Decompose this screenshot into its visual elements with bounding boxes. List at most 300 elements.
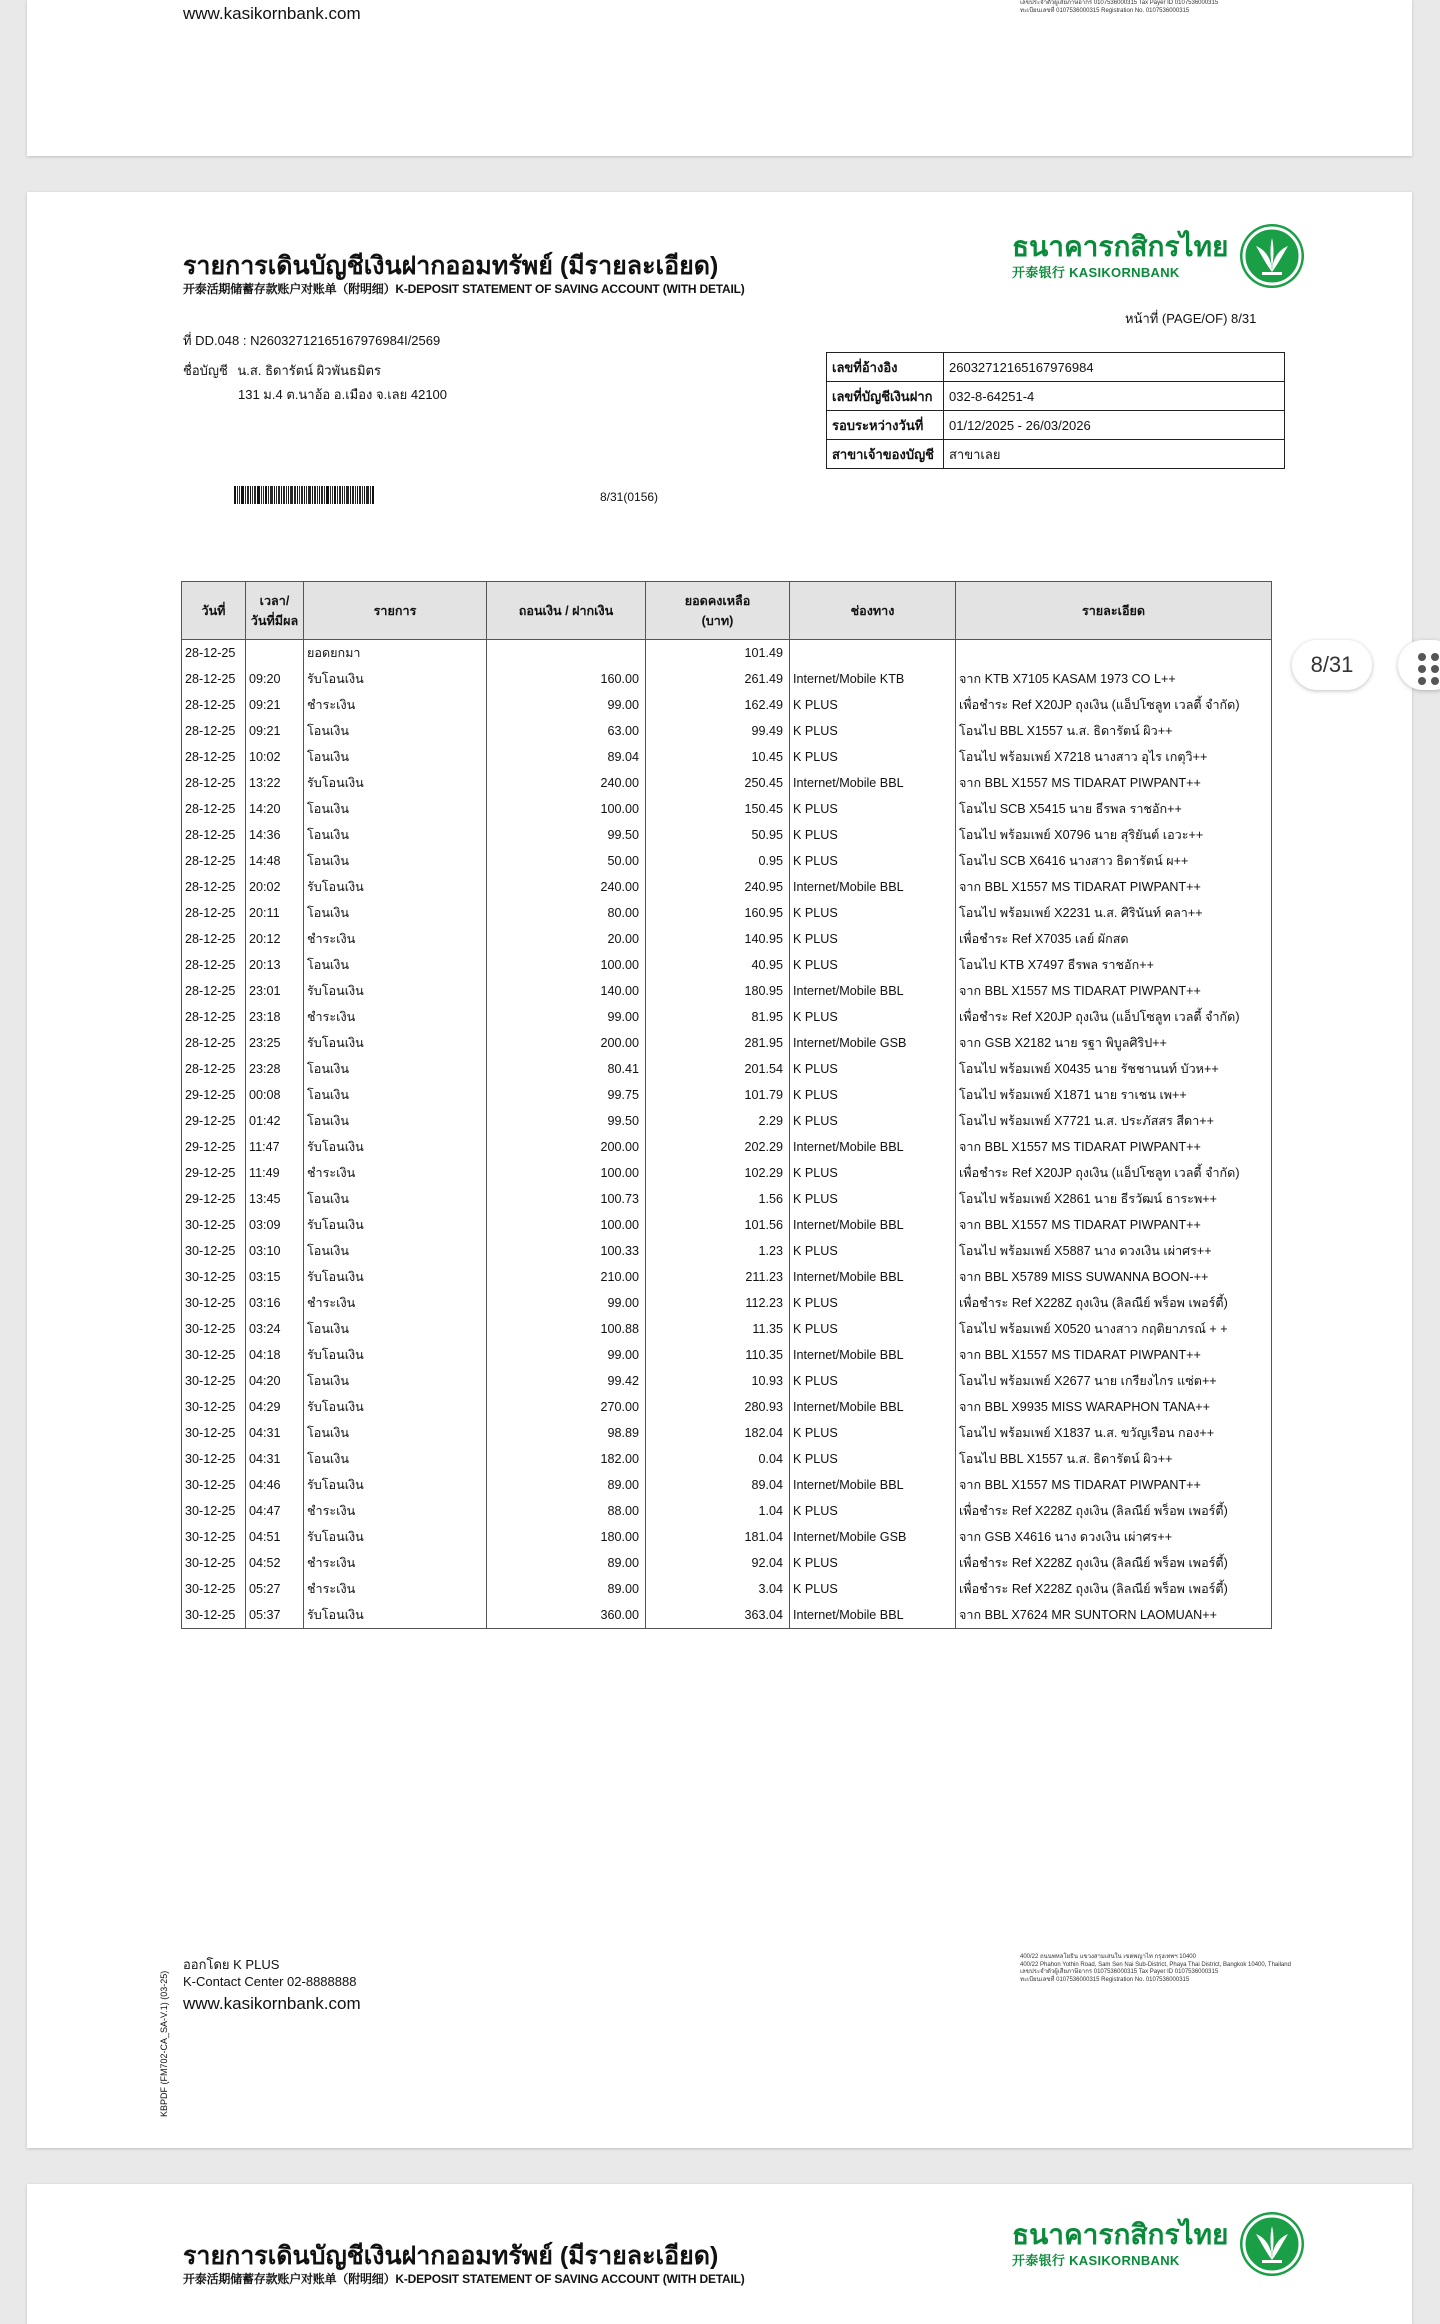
cell-detail: จาก BBL X1557 MS TIDARAT PIWPANT++ xyxy=(956,1134,1272,1160)
cell-detail: โอนไป พร้อมเพย์ X2677 นาย เกรียงไกร แซ่ต++ xyxy=(956,1368,1272,1394)
cell-amount: 100.88 xyxy=(487,1316,646,1342)
cell-detail: โอนไป SCB X6416 นางสาว ธิดารัตน์ ผ++ xyxy=(956,848,1272,874)
header-balance: ยอดคงเหลือ (บาท) xyxy=(646,582,790,640)
table-row xyxy=(182,1160,1272,1186)
cell-date: 30-12-25 xyxy=(182,1368,246,1394)
cell-amount: 99.00 xyxy=(487,1004,646,1030)
contact-center: K-Contact Center 02-8888888 xyxy=(183,1974,357,1989)
cell-channel: K PLUS xyxy=(790,1186,956,1212)
cell-balance: 363.04 xyxy=(646,1602,790,1629)
cell-time: 03:09 xyxy=(246,1212,304,1238)
cell-time: 04:51 xyxy=(246,1524,304,1550)
cell-amount: 180.00 xyxy=(487,1524,646,1550)
cell-balance: 181.04 xyxy=(646,1524,790,1550)
cell-description: รับโอนเงิน xyxy=(304,1524,487,1550)
cell-channel: K PLUS xyxy=(790,1576,956,1602)
cell-channel: K PLUS xyxy=(790,1004,956,1030)
account-name-label: ชื่อบัญชี xyxy=(183,363,228,378)
cell-amount: 88.00 xyxy=(487,1498,646,1524)
cell-detail: เพื่อชำระ Ref X20JP ถุงเงิน (แอ็ปโซลูท เวลตี้ จำกัด) xyxy=(956,1160,1272,1186)
account-address: 131 ม.4 ต.นาอ้อ อ.เมือง จ.เลย 42100 xyxy=(238,387,448,402)
cell-date: 28-12-25 xyxy=(182,770,246,796)
table-row xyxy=(182,1446,1272,1472)
cell-time: 04:31 xyxy=(246,1446,304,1472)
cell-balance: 280.93 xyxy=(646,1394,790,1420)
cell-channel: K PLUS xyxy=(790,1550,956,1576)
cell-date: 28-12-25 xyxy=(182,692,246,718)
cell-amount: 89.00 xyxy=(487,1576,646,1602)
cell-time: 11:49 xyxy=(246,1160,304,1186)
table-row xyxy=(182,1498,1272,1524)
cell-detail: โอนไป พร้อมเพย์ X7218 นางสาว อุไร เกตุวิ++ xyxy=(956,744,1272,770)
cell-detail: เพื่อชำระ Ref X228Z ถุงเงิน (ลิลณีย์ พร็อพ เพอร์ตี้) xyxy=(956,1290,1272,1316)
cell-amount: 200.00 xyxy=(487,1134,646,1160)
cell-channel: Internet/Mobile BBL xyxy=(790,770,956,796)
table-row xyxy=(182,1056,1272,1082)
cell-amount: 99.42 xyxy=(487,1368,646,1394)
cell-date: 30-12-25 xyxy=(182,1446,246,1472)
website-link: www.kasikornbank.com xyxy=(183,1994,361,2013)
table-row xyxy=(182,1576,1272,1602)
cell-amount: 99.00 xyxy=(487,1290,646,1316)
cell-date: 28-12-25 xyxy=(182,952,246,978)
cell-detail: เพื่อชำระ Ref X20JP ถุงเงิน (แอ็ปโซลูท เวลตี้ จำกัด) xyxy=(956,692,1272,718)
table-row xyxy=(182,1524,1272,1550)
cell-channel: K PLUS xyxy=(790,718,956,744)
cell-channel: K PLUS xyxy=(790,848,956,874)
cell-detail: โอนไป พร้อมเพย์ X1871 นาย ราเชน เพ++ xyxy=(956,1082,1272,1108)
cell-date: 30-12-25 xyxy=(182,1420,246,1446)
bank-name-english: 开泰银行 KASIKORNBANK xyxy=(1012,264,1180,280)
table-row xyxy=(182,1082,1272,1108)
cell-amount: 200.00 xyxy=(487,1030,646,1056)
account-name-row xyxy=(183,362,381,380)
cell-detail: โอนไป พร้อมเพย์ X5887 นาง ดวงเงิน เผ่าศร++ xyxy=(956,1238,1272,1264)
cell-description: โอนเงิน xyxy=(304,822,487,848)
cell-time: 03:10 xyxy=(246,1238,304,1264)
cell-date: 30-12-25 xyxy=(182,1576,246,1602)
table-row xyxy=(182,1420,1272,1446)
cell-date: 29-12-25 xyxy=(182,1134,246,1160)
cell-balance: 11.35 xyxy=(646,1316,790,1342)
cell-time: 05:37 xyxy=(246,1602,304,1629)
cell-description: โอนเงิน xyxy=(304,1316,487,1342)
cell-detail: โอนไป BBL X1557 น.ส. ธิดารัตน์ ผิว++ xyxy=(956,1446,1272,1472)
table-row xyxy=(182,926,1272,952)
cell-channel: Internet/Mobile GSB xyxy=(790,1524,956,1550)
cell-amount: 100.33 xyxy=(487,1238,646,1264)
table-row xyxy=(182,978,1272,1004)
cell-detail: จาก BBL X9935 MISS WARAPHON TANA++ xyxy=(956,1394,1272,1420)
table-row xyxy=(182,1602,1272,1629)
table-row xyxy=(182,1316,1272,1342)
cell-date: 30-12-25 xyxy=(182,1316,246,1342)
cell-detail: จาก GSB X2182 นาย รฐา พิบูลศิริป++ xyxy=(956,1030,1272,1056)
cell-balance: 112.23 xyxy=(646,1290,790,1316)
table-row xyxy=(182,692,1272,718)
cell-description: ยอดยกมา xyxy=(304,640,487,667)
cell-date: 30-12-25 xyxy=(182,1290,246,1316)
cell-date: 30-12-25 xyxy=(182,1524,246,1550)
cell-amount: 89.04 xyxy=(487,744,646,770)
cell-balance: 0.95 xyxy=(646,848,790,874)
table-row xyxy=(182,1264,1272,1290)
cell-detail: จาก BBL X1557 MS TIDARAT PIWPANT++ xyxy=(956,1472,1272,1498)
cell-detail: เพื่อชำระ Ref X20JP ถุงเงิน (แอ็ปโซลูท เวลตี้ จำกัด) xyxy=(956,1004,1272,1030)
info-row xyxy=(827,411,1285,440)
cell-channel: K PLUS xyxy=(790,1446,956,1472)
cell-detail: เพื่อชำระ Ref X228Z ถุงเงิน (ลิลณีย์ พร็อพ เพอร์ตี้) xyxy=(956,1498,1272,1524)
cell-balance: 240.95 xyxy=(646,874,790,900)
issued-by: ออกโดย K PLUS xyxy=(183,1957,280,1972)
cell-channel: Internet/Mobile BBL xyxy=(790,1342,956,1368)
cell-description: รับโอนเงิน xyxy=(304,1212,487,1238)
cell-detail: จาก BBL X1557 MS TIDARAT PIWPANT++ xyxy=(956,978,1272,1004)
cell-balance: 1.04 xyxy=(646,1498,790,1524)
cell-description: ชำระเงิน xyxy=(304,1290,487,1316)
cell-amount: 182.00 xyxy=(487,1446,646,1472)
cell-channel: Internet/Mobile KTB xyxy=(790,666,956,692)
header-description: รายการ xyxy=(304,582,487,640)
cell-amount: 100.00 xyxy=(487,952,646,978)
cell-balance: 81.95 xyxy=(646,1004,790,1030)
cell-channel: Internet/Mobile GSB xyxy=(790,1030,956,1056)
cell-balance: 102.29 xyxy=(646,1160,790,1186)
cell-description: โอนเงิน xyxy=(304,1186,487,1212)
cell-description: รับโอนเงิน xyxy=(304,1342,487,1368)
cell-amount: 100.00 xyxy=(487,796,646,822)
cell-time: 04:47 xyxy=(246,1498,304,1524)
cell-time: 20:12 xyxy=(246,926,304,952)
kbank-logo-icon xyxy=(1240,224,1304,288)
cell-balance: 1.56 xyxy=(646,1186,790,1212)
info-label: รอบระหว่างวันที่ xyxy=(827,411,944,440)
cell-balance: 101.79 xyxy=(646,1082,790,1108)
cell-time: 23:25 xyxy=(246,1030,304,1056)
info-value: 032-8-64251-4 xyxy=(944,382,1285,411)
cell-balance: 202.29 xyxy=(646,1134,790,1160)
bank-name-thai: ธนาคารกสิกรไทย xyxy=(1012,230,1229,262)
cell-detail: เพื่อชำระ Ref X228Z ถุงเงิน (ลิลณีย์ พร็อพ เพอร์ตี้) xyxy=(956,1576,1272,1602)
cell-description: รับโอนเงิน xyxy=(304,1394,487,1420)
cell-description: รับโอนเงิน xyxy=(304,1030,487,1056)
cell-detail: โอนไป SCB X5415 นาย ธีรพล ราชอัก++ xyxy=(956,796,1272,822)
cell-channel: K PLUS xyxy=(790,1316,956,1342)
cell-channel: K PLUS xyxy=(790,1498,956,1524)
table-row xyxy=(182,1472,1272,1498)
cell-time: 01:42 xyxy=(246,1108,304,1134)
cell-date: 28-12-25 xyxy=(182,1056,246,1082)
menu-button[interactable] xyxy=(1398,640,1440,690)
cell-time: 00:08 xyxy=(246,1082,304,1108)
cell-balance: 1.23 xyxy=(646,1238,790,1264)
header-amount: ถอนเงิน / ฝากเงิน xyxy=(487,582,646,640)
taxpayer-info: เลขประจำตัวผู้เสียภาษีอากร 0107536000315 Tax Payer ID 0107536000315 ทะเบียนเลขที่ 0107536000315 Registration No. 0107536000315 xyxy=(1020,0,1219,14)
cell-detail: จาก BBL X1557 MS TIDARAT PIWPANT++ xyxy=(956,770,1272,796)
cell-amount xyxy=(487,640,646,667)
previous-page xyxy=(27,0,1412,156)
cell-amount: 63.00 xyxy=(487,718,646,744)
cell-balance: 162.49 xyxy=(646,692,790,718)
kbank-logo-icon xyxy=(1240,2212,1304,2276)
cell-description: โอนเงิน xyxy=(304,744,487,770)
cell-detail: โอนไป BBL X1557 น.ส. ธิดารัตน์ ผิว++ xyxy=(956,718,1272,744)
cell-detail: โอนไป พร้อมเพย์ X1837 น.ส. ขวัญเรือน กอง++ xyxy=(956,1420,1272,1446)
cell-balance: 281.95 xyxy=(646,1030,790,1056)
table-row xyxy=(182,796,1272,822)
cell-description: ชำระเงิน xyxy=(304,1160,487,1186)
cell-description: โอนเงิน xyxy=(304,900,487,926)
cell-amount: 140.00 xyxy=(487,978,646,1004)
cell-time: 04:31 xyxy=(246,1420,304,1446)
cell-time: 09:21 xyxy=(246,718,304,744)
cell-balance: 0.04 xyxy=(646,1446,790,1472)
cell-date: 29-12-25 xyxy=(182,1186,246,1212)
cell-amount: 240.00 xyxy=(487,874,646,900)
table-row xyxy=(182,1368,1272,1394)
cell-time: 14:48 xyxy=(246,848,304,874)
table-row xyxy=(182,1186,1272,1212)
table-row xyxy=(182,640,1272,667)
cell-channel: K PLUS xyxy=(790,1238,956,1264)
cell-channel: K PLUS xyxy=(790,1290,956,1316)
info-row xyxy=(827,440,1285,469)
page-indicator[interactable]: 8/31 xyxy=(1292,640,1372,690)
bank-name-thai: ธนาคารกสิกรไทย xyxy=(1012,2218,1229,2250)
cell-description: ชำระเงิน xyxy=(304,1550,487,1576)
cell-description: โอนเงิน xyxy=(304,848,487,874)
cell-time: 04:18 xyxy=(246,1342,304,1368)
cell-channel: K PLUS xyxy=(790,822,956,848)
cell-time: 04:52 xyxy=(246,1550,304,1576)
cell-date: 28-12-25 xyxy=(182,822,246,848)
cell-channel: K PLUS xyxy=(790,900,956,926)
table-row xyxy=(182,744,1272,770)
cell-channel: Internet/Mobile BBL xyxy=(790,1602,956,1629)
info-value: สาขาเลย xyxy=(944,440,1285,469)
cell-channel: K PLUS xyxy=(790,744,956,770)
cell-date: 30-12-25 xyxy=(182,1212,246,1238)
cell-balance: 99.49 xyxy=(646,718,790,744)
cell-channel: Internet/Mobile BBL xyxy=(790,1134,956,1160)
cell-amount: 360.00 xyxy=(487,1602,646,1629)
cell-amount: 99.50 xyxy=(487,822,646,848)
table-row xyxy=(182,718,1272,744)
cell-amount: 50.00 xyxy=(487,848,646,874)
cell-detail: โอนไป พร้อมเพย์ X0435 นาย รัชชานนท์ บัวห++ xyxy=(956,1056,1272,1082)
cell-channel: K PLUS xyxy=(790,1160,956,1186)
cell-amount: 80.41 xyxy=(487,1056,646,1082)
cell-amount: 270.00 xyxy=(487,1394,646,1420)
account-name: น.ส. ธิดารัตน์ ผิวพันธมิตร xyxy=(237,363,381,378)
document-number: ที่ DD.048 : N26032712165167976984I/2569 xyxy=(183,333,441,348)
cell-detail: โอนไป KTB X7497 ธีรพล ราชอัก++ xyxy=(956,952,1272,978)
form-code: KBPDF (FM702-CA_SA-V.1) (03-25) xyxy=(159,1970,169,2117)
website-link: www.kasikornbank.com xyxy=(183,4,361,23)
cell-time: 11:47 xyxy=(246,1134,304,1160)
cell-time: 23:28 xyxy=(246,1056,304,1082)
info-value: 26032712165167976984 xyxy=(944,353,1285,382)
cell-date: 30-12-25 xyxy=(182,1264,246,1290)
table-row xyxy=(182,1108,1272,1134)
statement-title: รายการเดินบัญชีเงินฝากออมทรัพย์ (มีรายละเอียด) xyxy=(183,252,719,280)
cell-date: 28-12-25 xyxy=(182,796,246,822)
cell-description: รับโอนเงิน xyxy=(304,874,487,900)
cell-time: 13:22 xyxy=(246,770,304,796)
cell-amount: 240.00 xyxy=(487,770,646,796)
cell-time: 20:11 xyxy=(246,900,304,926)
cell-detail: โอนไป พร้อมเพย์ X2231 น.ส. ศิรินันท์ คลา++ xyxy=(956,900,1272,926)
cell-channel: Internet/Mobile BBL xyxy=(790,1264,956,1290)
cell-date: 28-12-25 xyxy=(182,1004,246,1030)
info-label: เลขที่บัญชีเงินฝาก xyxy=(827,382,944,411)
cell-balance: 250.45 xyxy=(646,770,790,796)
account-info-table xyxy=(826,352,1285,469)
cell-balance: 92.04 xyxy=(646,1550,790,1576)
table-row xyxy=(182,1212,1272,1238)
cell-amount: 20.00 xyxy=(487,926,646,952)
cell-amount: 80.00 xyxy=(487,900,646,926)
cell-detail: โอนไป พร้อมเพย์ X0796 นาย สุริยันต์ เอวะ++ xyxy=(956,822,1272,848)
cell-balance: 110.35 xyxy=(646,1342,790,1368)
cell-description: รับโอนเงิน xyxy=(304,978,487,1004)
table-row xyxy=(182,1030,1272,1056)
next-page xyxy=(27,2184,1412,2324)
cell-date: 29-12-25 xyxy=(182,1160,246,1186)
cell-description: ชำระเงิน xyxy=(304,1498,487,1524)
cell-time: 14:20 xyxy=(246,796,304,822)
cell-balance: 101.56 xyxy=(646,1212,790,1238)
cell-channel: K PLUS xyxy=(790,796,956,822)
cell-description: โอนเงิน xyxy=(304,1082,487,1108)
table-row xyxy=(182,1394,1272,1420)
cell-channel: K PLUS xyxy=(790,692,956,718)
cell-time: 04:46 xyxy=(246,1472,304,1498)
cell-balance: 150.45 xyxy=(646,796,790,822)
cell-balance: 40.95 xyxy=(646,952,790,978)
cell-balance: 261.49 xyxy=(646,666,790,692)
header-time: เวลา/ วันที่มีผล xyxy=(246,582,304,640)
cell-detail: จาก BBL X5789 MISS SUWANNA BOON-++ xyxy=(956,1264,1272,1290)
table-row xyxy=(182,1290,1272,1316)
cell-detail: จาก BBL X1557 MS TIDARAT PIWPANT++ xyxy=(956,1342,1272,1368)
cell-amount: 210.00 xyxy=(487,1264,646,1290)
table-row xyxy=(182,770,1272,796)
info-label: สาขาเจ้าของบัญชี xyxy=(827,440,944,469)
cell-date: 30-12-25 xyxy=(182,1394,246,1420)
header-channel: ช่องทาง xyxy=(790,582,956,640)
cell-detail xyxy=(956,640,1272,667)
cell-description: โอนเงิน xyxy=(304,1056,487,1082)
cell-date: 28-12-25 xyxy=(182,978,246,1004)
cell-date: 30-12-25 xyxy=(182,1472,246,1498)
table-row xyxy=(182,822,1272,848)
cell-balance: 50.95 xyxy=(646,822,790,848)
cell-balance: 10.93 xyxy=(646,1368,790,1394)
cell-time: 23:18 xyxy=(246,1004,304,1030)
bank-name-english: 开泰银行 KASIKORNBANK xyxy=(1012,2252,1180,2268)
cell-date: 30-12-25 xyxy=(182,1498,246,1524)
cell-time: 23:01 xyxy=(246,978,304,1004)
cell-balance: 2.29 xyxy=(646,1108,790,1134)
info-row xyxy=(827,382,1285,411)
cell-date: 28-12-25 xyxy=(182,900,246,926)
cell-description: รับโอนเงิน xyxy=(304,770,487,796)
cell-detail: เพื่อชำระ Ref X7035 เลย์ ผักสด xyxy=(956,926,1272,952)
cell-amount: 98.89 xyxy=(487,1420,646,1446)
table-row xyxy=(182,874,1272,900)
header-date: วันที่ xyxy=(182,582,246,640)
cell-time: 05:27 xyxy=(246,1576,304,1602)
cell-description: รับโอนเงิน xyxy=(304,1134,487,1160)
cell-date: 28-12-25 xyxy=(182,744,246,770)
cell-date: 29-12-25 xyxy=(182,1082,246,1108)
cell-description: รับโอนเงิน xyxy=(304,1602,487,1629)
table-row xyxy=(182,1134,1272,1160)
cell-description: โอนเงิน xyxy=(304,1420,487,1446)
barcode-code: 8/31(0156) xyxy=(600,490,659,504)
cell-detail: โอนไป พร้อมเพย์ X7721 น.ส. ประภัสสร สีดา++ xyxy=(956,1108,1272,1134)
cell-date: 28-12-25 xyxy=(182,640,246,667)
table-row xyxy=(182,848,1272,874)
cell-balance: 3.04 xyxy=(646,1576,790,1602)
cell-description: โอนเงิน xyxy=(304,1368,487,1394)
header-detail: รายละเอียด xyxy=(956,582,1272,640)
statement-subtitle: 开泰活期储蓄存款账户对账单（附明细）K-DEPOSIT STATEMENT OF SAVING ACCOUNT (WITH DETAIL) xyxy=(183,2272,745,2286)
bank-logo xyxy=(1012,2212,1304,2276)
transaction-table xyxy=(181,581,1272,1629)
cell-description: โอนเงิน xyxy=(304,796,487,822)
cell-amount: 100.73 xyxy=(487,1186,646,1212)
cell-amount: 89.00 xyxy=(487,1550,646,1576)
cell-date: 28-12-25 xyxy=(182,926,246,952)
cell-detail: โอนไป พร้อมเพย์ X2861 นาย ธีรวัฒน์ ธาระพ++ xyxy=(956,1186,1272,1212)
cell-date: 28-12-25 xyxy=(182,874,246,900)
cell-detail: จาก GSB X4616 นาง ดวงเงิน เผ่าศร++ xyxy=(956,1524,1272,1550)
cell-detail: โอนไป พร้อมเพย์ X0520 นางสาว กฤติยาภรณ์ + + xyxy=(956,1316,1272,1342)
cell-balance: 201.54 xyxy=(646,1056,790,1082)
cell-amount: 100.00 xyxy=(487,1160,646,1186)
cell-time: 04:20 xyxy=(246,1368,304,1394)
cell-amount: 99.75 xyxy=(487,1082,646,1108)
cell-time xyxy=(246,640,304,667)
info-label: เลขที่อ้างอิง xyxy=(827,353,944,382)
cell-date: 30-12-25 xyxy=(182,1602,246,1629)
cell-balance: 101.49 xyxy=(646,640,790,667)
table-row xyxy=(182,1004,1272,1030)
cell-description: รับโอนเงิน xyxy=(304,1472,487,1498)
statement-subtitle: 开泰活期储蓄存款账户对账单（附明细）K-DEPOSIT STATEMENT OF SAVING ACCOUNT (WITH DETAIL) xyxy=(183,282,745,296)
cell-description: โอนเงิน xyxy=(304,718,487,744)
cell-channel: Internet/Mobile BBL xyxy=(790,978,956,1004)
cell-date: 29-12-25 xyxy=(182,1108,246,1134)
cell-date: 28-12-25 xyxy=(182,666,246,692)
cell-description: รับโอนเงิน xyxy=(304,666,487,692)
cell-description: โอนเงิน xyxy=(304,1446,487,1472)
cell-time: 03:15 xyxy=(246,1264,304,1290)
cell-time: 20:02 xyxy=(246,874,304,900)
cell-channel: Internet/Mobile BBL xyxy=(790,874,956,900)
cell-amount: 99.00 xyxy=(487,1342,646,1368)
cell-time: 04:29 xyxy=(246,1394,304,1420)
cell-channel: Internet/Mobile BBL xyxy=(790,1394,956,1420)
table-row xyxy=(182,666,1272,692)
cell-channel: K PLUS xyxy=(790,1368,956,1394)
cell-detail: จาก BBL X1557 MS TIDARAT PIWPANT++ xyxy=(956,1212,1272,1238)
bank-logo xyxy=(1012,224,1304,288)
cell-date: 28-12-25 xyxy=(182,1030,246,1056)
info-row xyxy=(827,353,1285,382)
